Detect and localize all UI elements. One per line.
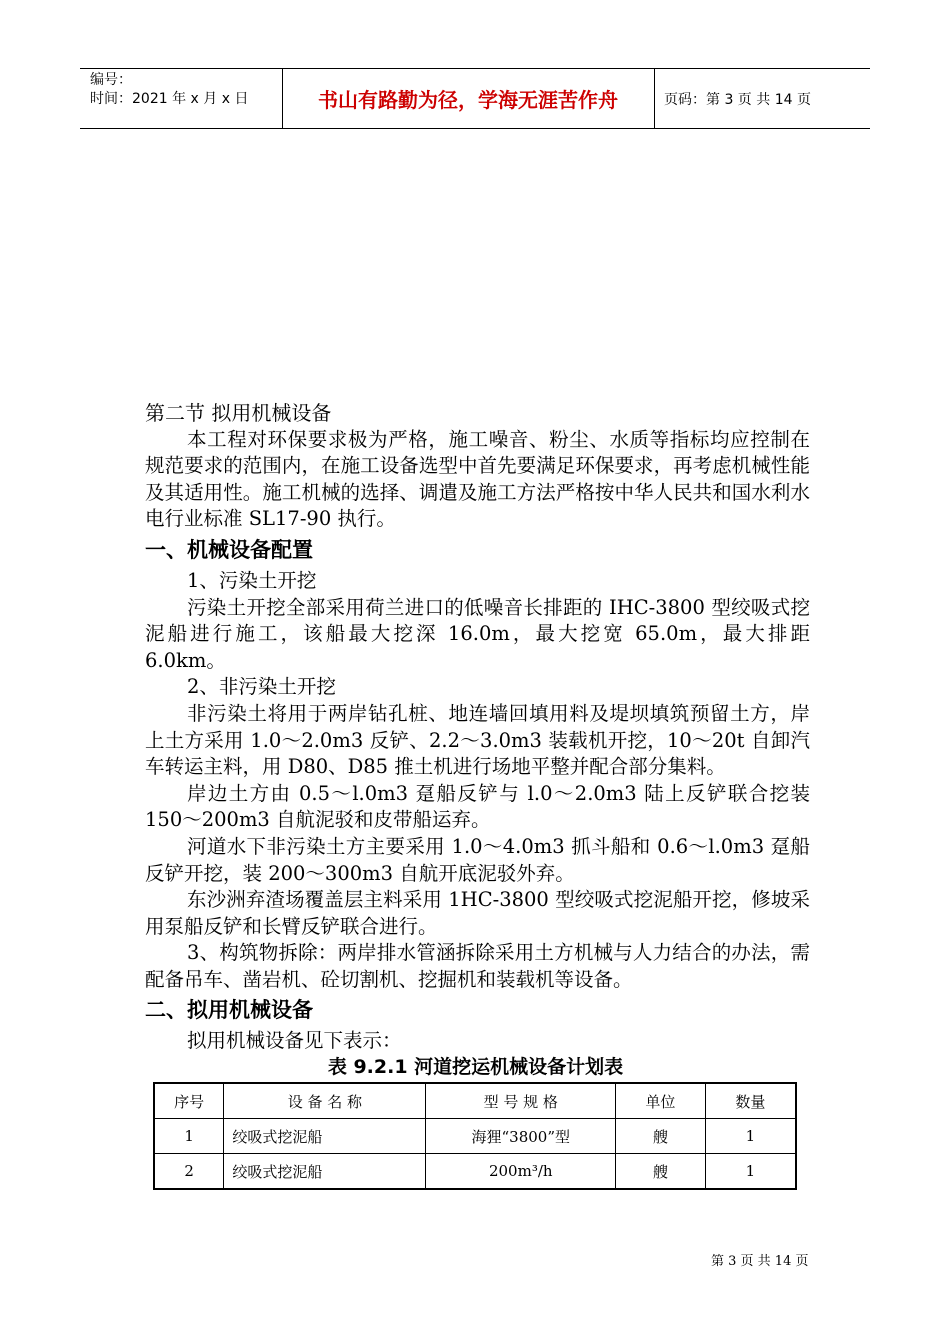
table-cell: 200m³/h	[426, 1154, 616, 1190]
equipment-table	[153, 1082, 797, 1190]
table-title: 表 9.2.1 河道挖运机械设备计划表	[327, 1056, 624, 1079]
table-row	[154, 1119, 796, 1154]
section-title: 第二节 拟用机械设备	[145, 401, 332, 425]
column-header: 单位	[616, 1083, 706, 1119]
header-motto: 书山有路勤为径，学海无涯苦作舟	[318, 88, 618, 112]
paragraph-polluted-soil: 污染土开挖全部采用荷兰进口的低噪音长排距的 IHC-3800 型绞吸式挖泥船进行施工，该船最大挖深 16.0m，最大挖宽 65.0m，最大排距 6.0km。	[145, 595, 810, 672]
subheading-polluted-soil: 1、污染土开挖	[187, 568, 317, 592]
table-header-row	[154, 1083, 796, 1119]
table-cell: 绞吸式挖泥船	[224, 1154, 426, 1190]
column-header: 设 备 名 称	[224, 1083, 426, 1119]
table-row	[154, 1154, 796, 1190]
header-meta	[90, 71, 248, 109]
table-cell: 绞吸式挖泥船	[224, 1119, 426, 1154]
table-cell: 1	[705, 1119, 796, 1154]
table-cell: 1	[705, 1154, 796, 1190]
table-cell: 2	[154, 1154, 224, 1190]
paragraph-non-polluted-2: 岸边土方由 0.5～l.0m3 趸船反铲与 l.0～2.0m3 陆上反铲联合挖装 150～200m3 自航泥驳和皮带船运弃。	[145, 781, 810, 832]
paragraph-demolition: 3、构筑物拆除：两岸排水管涵拆除采用土方机械与人力结合的办法，需配备吊车、凿岩机、砼切割机、挖掘机和装载机等设备。	[145, 941, 810, 991]
column-header: 型 号 规 格	[426, 1083, 616, 1119]
column-header: 序号	[154, 1083, 224, 1119]
subheading-non-polluted-soil: 2、非污染土开挖	[187, 675, 336, 699]
paragraph-non-polluted-1: 非污染土将用于两岸钻孔桩、地连墙回填用料及堤坝填筑预留土方，岸上土方采用 1.0～2.0m3 反铲、2.2～3.0m3 装载机开挖，10～20t 自卸汽车转运主料，用 D80、D85 推土机进行场地平整并配合部分集料。	[145, 701, 810, 779]
table-intro: 拟用机械设备见下表示：	[187, 1029, 402, 1053]
table-cell: 艘	[616, 1119, 706, 1154]
header-divider	[654, 68, 655, 128]
table-cell: 艘	[616, 1154, 706, 1190]
document-body	[145, 400, 810, 1079]
column-header: 数量	[705, 1083, 796, 1119]
doc-code-label: 编号：	[90, 72, 132, 88]
header-top-rule	[80, 68, 870, 69]
paragraph-non-polluted-3: 河道水下非污染土方主要采用 1.0～4.0m3 抓斗船和 0.6～l.0m3 趸船反铲开挖，装 200～300m3 自航开底泥驳外弃。	[145, 834, 810, 885]
table-cell: 海狸“3800”型	[426, 1119, 616, 1154]
header-bottom-rule	[80, 128, 870, 129]
table-cell: 1	[154, 1119, 224, 1154]
heading-proposed-equipment: 二、拟用机械设备	[145, 998, 313, 1023]
intro-paragraph: 本工程对环保要求极为严格，施工噪音、粉尘、水质等指标均应控制在规范要求的范围内，在施工设备选型中首先要满足环保要求，再考虑机械性能及其适用性。施工机械的选择、调遣及施工方法严格按中华人民共和国水利水电行业标准 SL17-90 执行。	[145, 427, 810, 531]
header-page-info: 页码：第 3 页 共 14 页	[664, 92, 811, 108]
page-footer: 第 3 页 共 14 页	[711, 1254, 809, 1269]
heading-equipment-config: 一、机械设备配置	[145, 537, 313, 562]
paragraph-non-polluted-4: 东沙洲弃渣场覆盖层主料采用 1HC-3800 型绞吸式挖泥船开挖，修坡采用泵船反铲和长臂反铲联合进行。	[145, 888, 810, 938]
doc-time-label: 时间：2021 年 x 月 x 日	[90, 91, 249, 107]
